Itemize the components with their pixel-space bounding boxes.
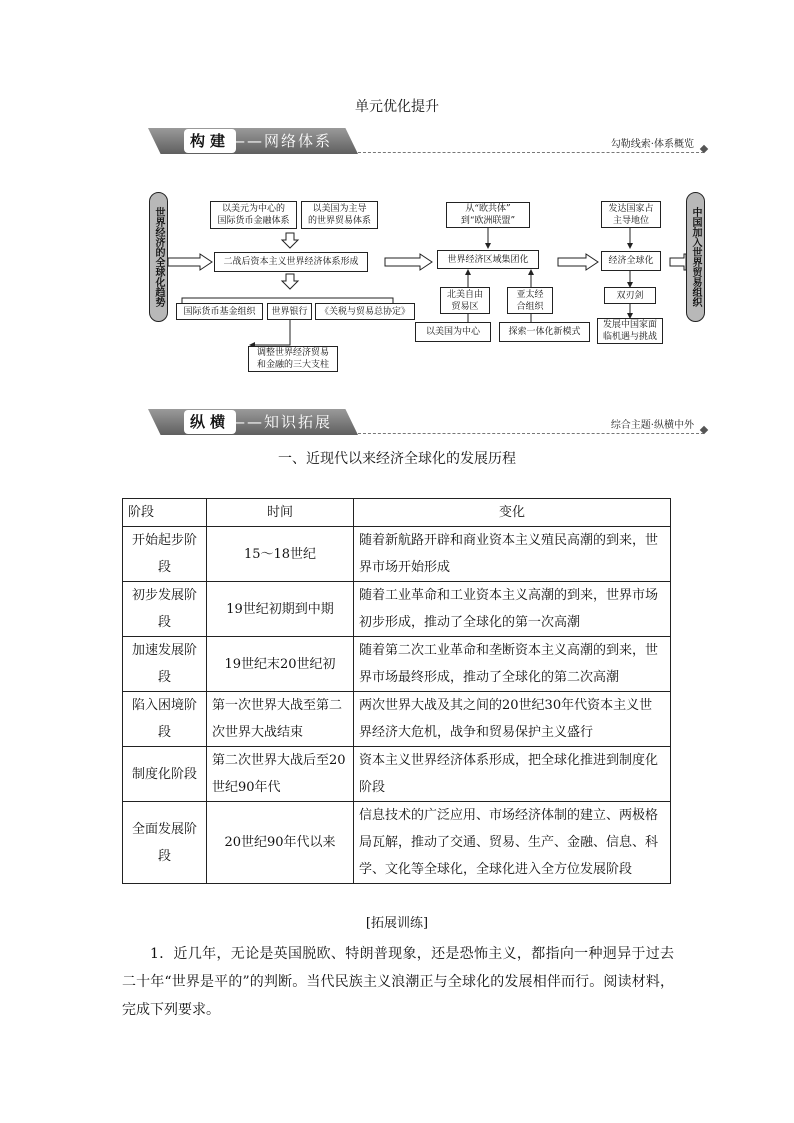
- box-apec: 亚太经 合组织: [507, 287, 553, 314]
- cell-stage: 开始起步阶段: [123, 527, 207, 582]
- oval-china-wto-label: 中国加入世界贸易组织: [690, 207, 701, 307]
- exercise-paragraph: 1．近几年，无论是英国脱欧、特朗普现象，还是恐怖主义，都指向一种迥异于过去二十年“世界是平的”的判断。当代民族主义浪潮正与全球化的发展相伴而行。阅读材料，完成下列要求。: [122, 946, 674, 1018]
- box-new-model: 探索一体化新模式: [499, 322, 590, 342]
- hollow-down-arrow-icon: [282, 233, 298, 248]
- box-gatt: 《关税与贸易总协定》: [315, 303, 415, 320]
- table-row: [123, 582, 671, 637]
- cell-change: 随着第二次工业革命和垄断资本主义高潮的到来，世界市场最终形成，推动了全球化的第二次高潮: [354, 637, 671, 692]
- banner-key: 构建: [184, 129, 236, 153]
- table-header-row: [123, 499, 671, 527]
- page-title: 单元优化提升: [355, 99, 439, 115]
- hollow-down-arrow-icon: [282, 274, 298, 289]
- box-regional-blocs: 世界经济区域集团化: [437, 250, 539, 269]
- banner-subtitle: ——知识拓展: [230, 413, 333, 431]
- exercise-heading: [拓展训练]: [365, 916, 429, 931]
- cell-change: 两次世界大战及其之间的20世纪30年代资本主义世界经济大危机，战争和贸易保护主义盛行: [354, 692, 671, 747]
- box-system-formed: 二战后资本主义世界经济体系形成: [214, 252, 368, 272]
- hollow-arrow-icon: [385, 254, 432, 270]
- cell-stage: 初步发展阶段: [123, 582, 207, 637]
- banner-caption: 综合主题·纵横中外: [610, 420, 694, 431]
- cell-time: 19世纪末20世纪初: [207, 637, 354, 692]
- section-banner-expansion: [148, 407, 708, 437]
- box-three-pillars: 调整世界经济贸易 和金融的三大支柱: [248, 346, 338, 372]
- cell-time: 20世纪90年代以来: [207, 802, 354, 884]
- box-trade-system: 以美国为主导 的世界贸易体系: [301, 201, 378, 229]
- cell-change: 随着新航路开辟和商业资本主义殖民高潮的到来，世界市场开始形成: [354, 527, 671, 582]
- oval-china-wto: [686, 192, 705, 322]
- cell-change: 信息技术的广泛应用、市场经济体制的建立、两极格局瓦解，推动了交通、贸易、生产、金融、信息、科学、文化等全球化，全球化进入全方位发展阶段: [354, 802, 671, 884]
- header-time: 时间: [207, 499, 354, 527]
- diagram-arrows: [0, 0, 794, 400]
- hollow-arrow-icon: [558, 254, 598, 270]
- box-economic-globalization: 经济全球化: [601, 251, 661, 271]
- box-nafta: 北美自由 贸易区: [440, 287, 490, 314]
- box-dollar-system: 以美元为中心的 国际货币金融体系: [210, 201, 297, 229]
- banner-subtitle: ——网络体系: [230, 132, 333, 150]
- table-row: [123, 747, 671, 802]
- cell-time: 19世纪初期到中期: [207, 582, 354, 637]
- cell-stage: 陷入困境阶段: [123, 692, 207, 747]
- cell-stage: 制度化阶段: [123, 747, 207, 802]
- cell-time: 15～18世纪: [207, 527, 354, 582]
- banner-rule: [358, 433, 704, 434]
- box-developing-countries: 发展中国家面 临机遇与挑战: [597, 318, 663, 344]
- table-row: [123, 692, 671, 747]
- history-table: [122, 498, 671, 884]
- table-row: [123, 527, 671, 582]
- cell-stage: 加速发展阶段: [123, 637, 207, 692]
- cell-time: 第二次世界大战后至20世纪90年代: [207, 747, 354, 802]
- cell-change: 随着工业革命和工业资本主义高潮的到来，世界市场初步形成，推动了全球化的第一次高潮: [354, 582, 671, 637]
- banner-caption: 勾勒线索·体系概览: [610, 139, 694, 150]
- banner-key: 纵横: [184, 410, 236, 434]
- hollow-arrow-icon: [670, 254, 686, 270]
- section-heading: 一、近现代以来经济全球化的发展历程: [278, 451, 516, 467]
- box-imf: 国际货币基金组织: [176, 303, 263, 320]
- oval-global-trend-label: 世界经济的全球化趋势: [153, 207, 164, 307]
- cell-time: 第一次世界大战至第二次世界大战结束: [207, 692, 354, 747]
- cell-change: 资本主义世界经济体系形成，把全球化推进到制度化阶段: [354, 747, 671, 802]
- oval-global-trend: [149, 192, 168, 322]
- table-row: [123, 802, 671, 884]
- box-us-center: 以美国为中心: [415, 322, 491, 342]
- cell-stage: 全面发展阶段: [123, 802, 207, 884]
- hollow-arrow-icon: [168, 254, 212, 270]
- box-developed-dominant: 发达国家占 主导地位: [601, 201, 661, 228]
- header-change: 变化: [354, 499, 671, 527]
- box-eu: 从“欧共体” 到“欧洲联盟”: [446, 202, 530, 228]
- header-stage: 阶段: [123, 499, 207, 527]
- table-row: [123, 637, 671, 692]
- box-world-bank: 世界银行: [267, 303, 312, 320]
- box-double-edged-sword: 双刃剑: [604, 287, 656, 304]
